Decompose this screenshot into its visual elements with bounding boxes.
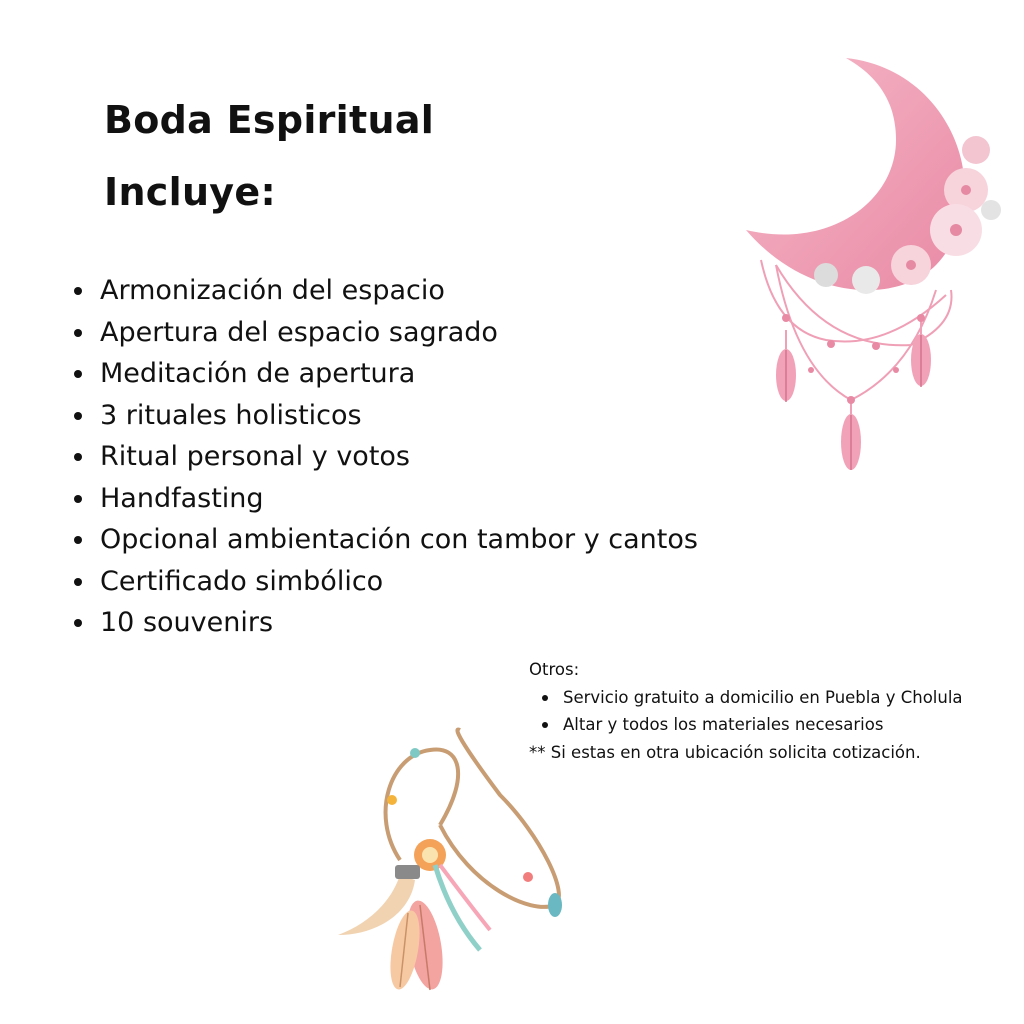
otros-list xyxy=(529,684,1009,739)
otros-heading: Otros: xyxy=(529,660,580,679)
includes-item: Opcional ambientación con tambor y cantos xyxy=(74,519,698,561)
pink-moon-dreamcatcher-image xyxy=(736,50,1011,480)
otros-section xyxy=(529,656,1009,766)
includes-item: Apertura del espacio sagrado xyxy=(74,312,698,354)
necklace-beads xyxy=(387,748,562,917)
includes-item: Certificado simbólico xyxy=(74,561,698,603)
page-title xyxy=(104,84,434,228)
includes-list xyxy=(74,270,698,644)
includes-item: Handfasting xyxy=(74,478,698,520)
includes-item: Ritual personal y votos xyxy=(74,436,698,478)
otros-item: Servicio gratuito a domicilio en Puebla y Cholula xyxy=(563,684,1009,712)
otros-item: Altar y todos los materiales necesarios xyxy=(563,711,1009,739)
includes-item: Armonización del espacio xyxy=(74,270,698,312)
title-line-2: Incluye: xyxy=(104,170,276,214)
title-line-1: Boda Espiritual xyxy=(104,98,435,142)
includes-item: 10 souvenirs xyxy=(74,602,698,644)
includes-item: 3 rituales holisticos xyxy=(74,395,698,437)
feather-necklace-image xyxy=(330,715,570,1005)
includes-item: Meditación de apertura xyxy=(74,353,698,395)
moon-crescent xyxy=(746,58,965,290)
beads xyxy=(782,314,925,404)
otros-note: ** Si estas en otra ubicación solicita cotización. xyxy=(529,742,921,762)
